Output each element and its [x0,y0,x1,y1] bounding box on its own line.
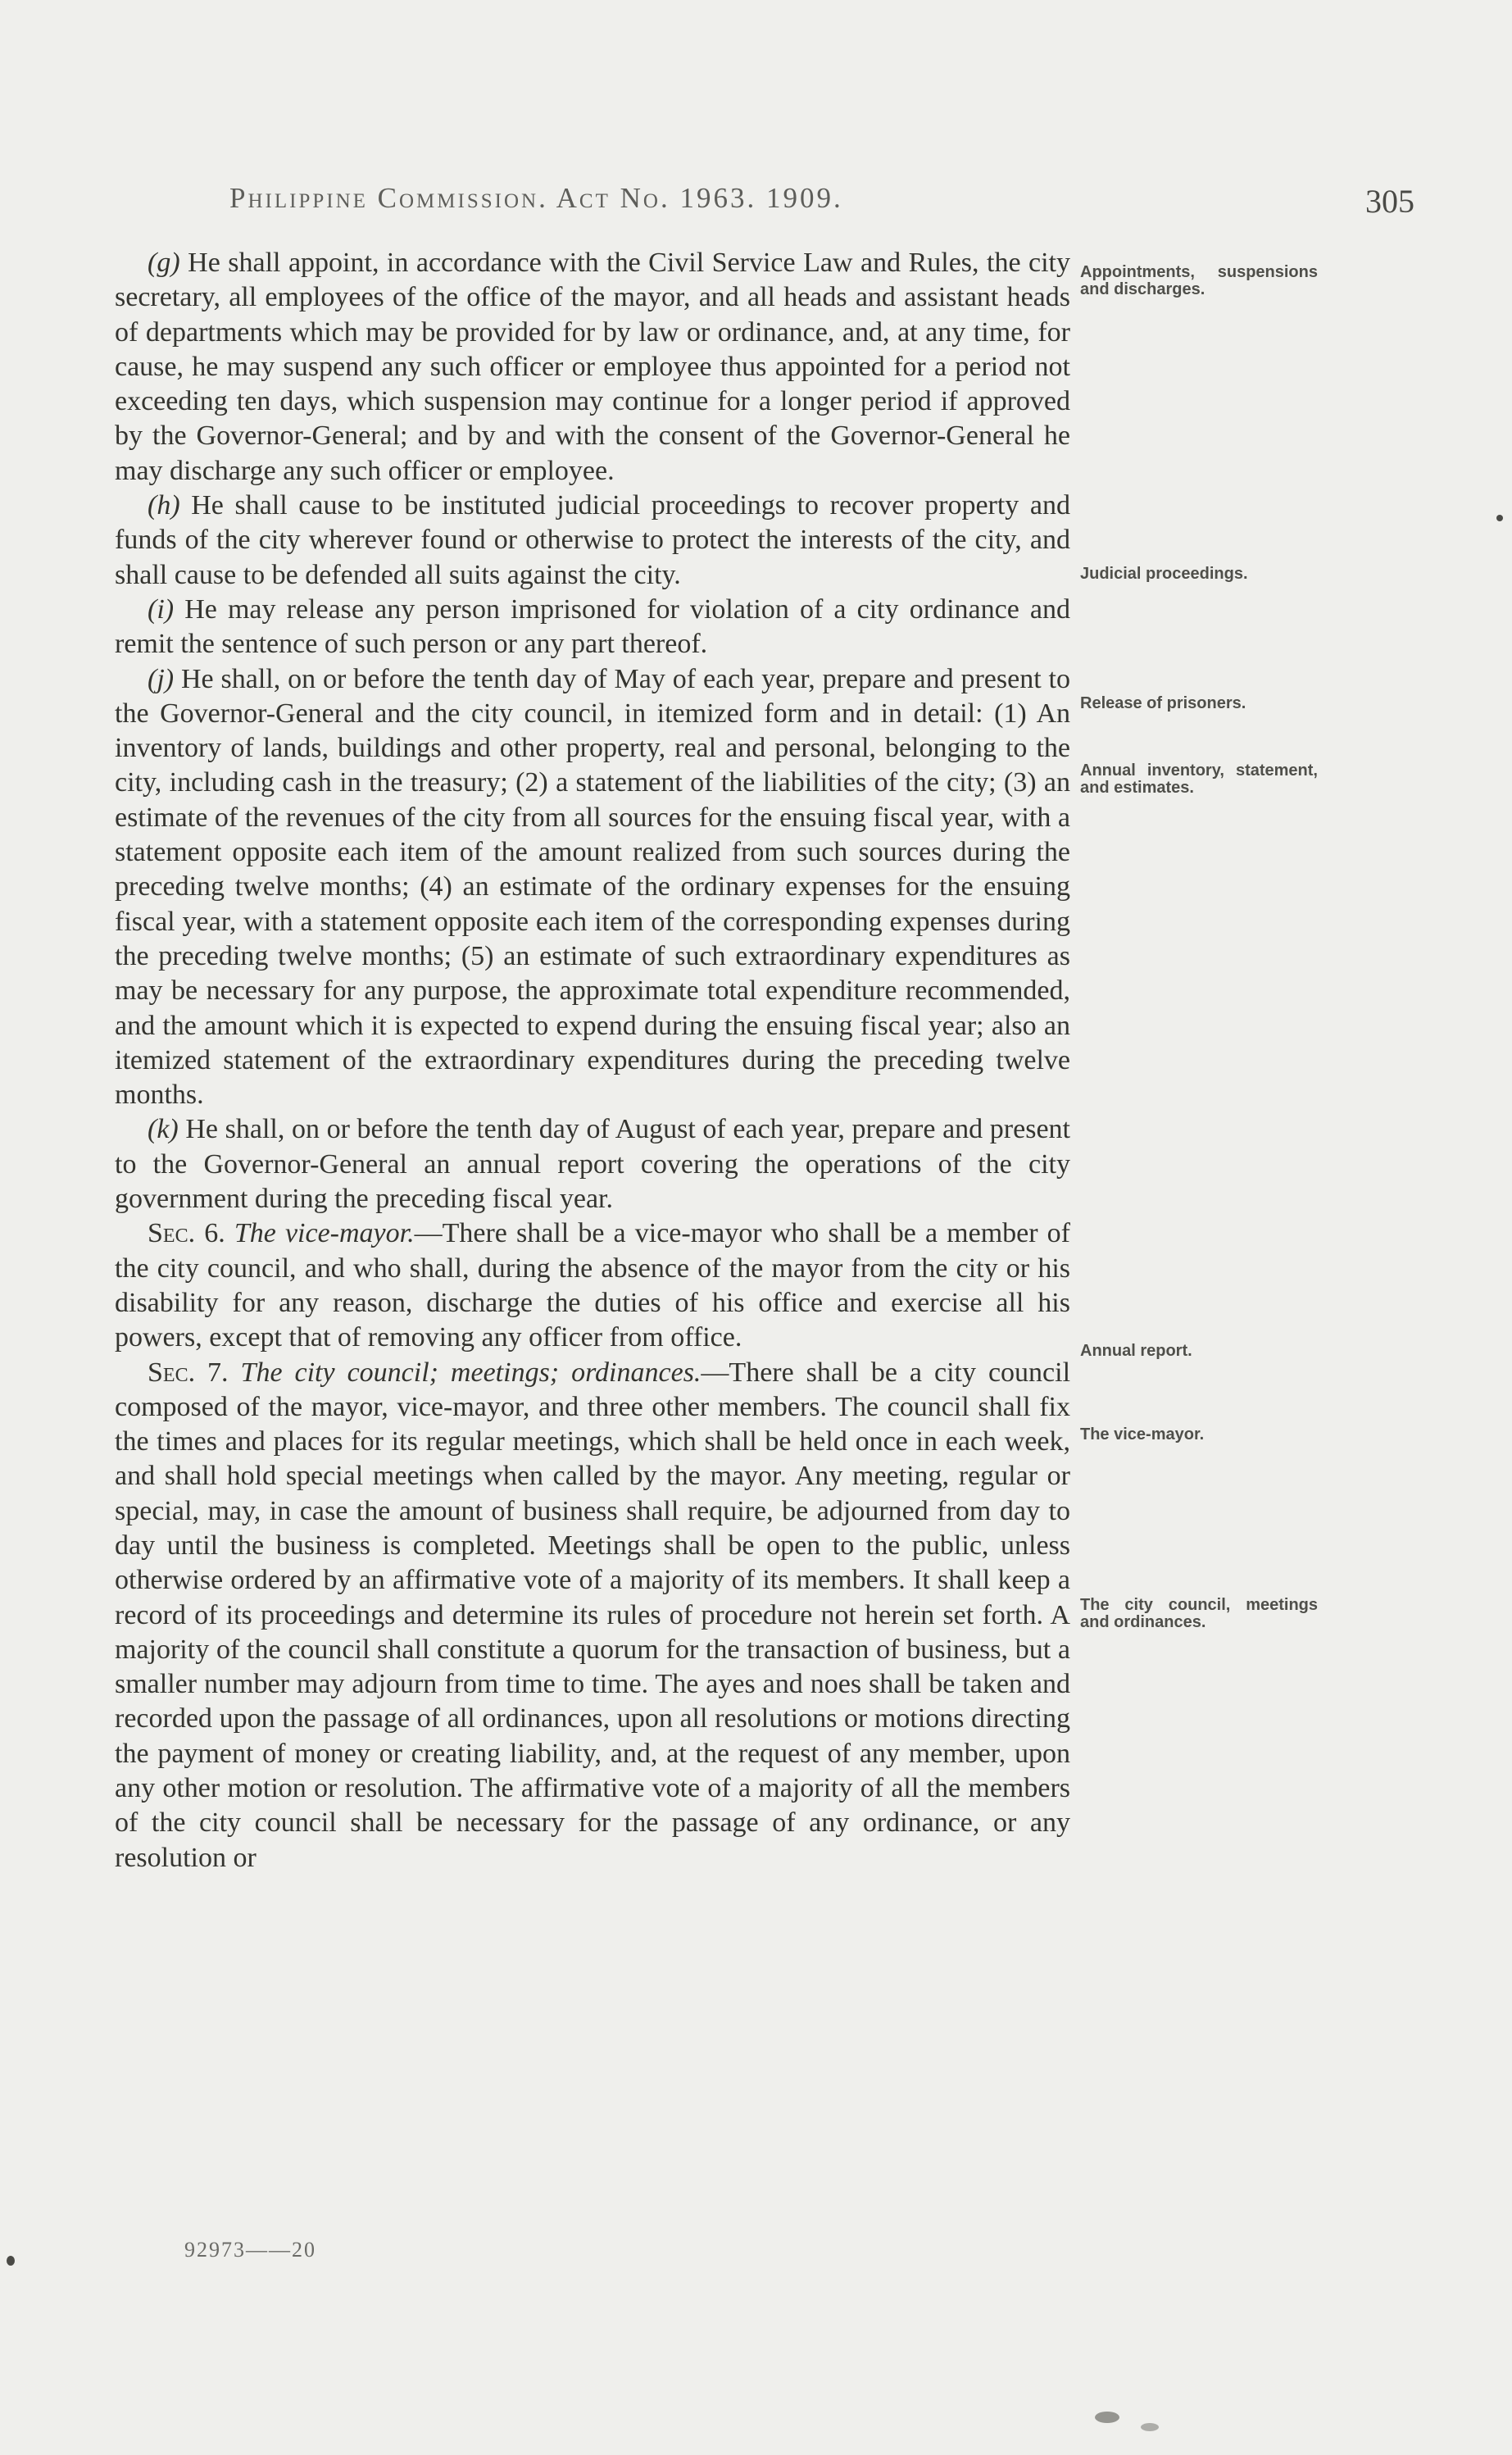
margin-note-city-council: The city council, meetings and ordinances. [1080,1596,1318,1631]
section-7 [115,1356,1070,1875]
margin-note-annual-report: Annual report. [1080,1342,1192,1360]
section-label: Sec. 7. [148,1357,229,1388]
paragraph-text: He shall cause to be instituted judicial proceedings to recover property and funds of the city wherever found or otherwise to protect the interests of the city, and shall cause to be defended all suits against the city. [115,490,1070,590]
page-number: 305 [1365,183,1414,220]
paragraph-text: He may release any person imprisoned for violation of a city ordinance and remit the sentence of such person or any part thereof. [115,593,1070,660]
margin-note-appointments: Appointments, suspensions and discharges. [1080,263,1318,298]
scan-speck [7,2256,15,2266]
margin-note-vice-mayor: The vice-mayor. [1080,1425,1205,1443]
paragraph-text: He shall, on or before the tenth day of May of each year, prepare and present to the Governor-General and the city council, in itemized form and in detail: (1) An inventory of lands, buildings and other property, real and personal, belonging to the city, including cash in the treasury; (2) a statement of the liabilities of the city; (3) an estimate of the revenues of the city from all sources for the ensuing fiscal year, with a statement opposite each item of the amount realized from such sources during the preceding twelve months; (4) an estimate of the ordinary expenses for the ensuing fiscal year, with a statement opposite each item of the corresponding expenses during the preceding twelve months; (5) an estimate of such extraordinary expenditures as may be necessary for any purpose, the approximate total expenditure recommended, and the amount which it is expected to expend during the ensuing fiscal year; also an itemized statement of the extraordinary expenditures during the preceding twelve months. [115,663,1070,1111]
section-text: —There shall be a city council composed of the mayor, vice-mayor, and three other members. The council shall fix the times and places for its regular meetings, which shall be held once in each week, and shall hold special meetings when called by the mayor. Any meeting, regular or special, may, in case the amount of business shall require, be adjourned from day to day until the business is completed. Meetings shall be open to the public, unless otherwise ordered by an affirmative vote of a majority of its members. It shall keep a record of its proceedings and determine its rules of procedure not herein set forth. A majority of the council shall constitute a quorum for the transaction of business, but a smaller number may adjourn from time to time. The ayes and noes shall be taken and recorded upon the passage of all ordinances, upon all resolutions or motions directing the payment of money or creating liability, and, at the request of any member, upon any other motion or resolution. The affirmative vote of a majority of all the members of the city council shall be necessary for the passage of any ordinance, or any resolution or [115,1357,1071,1873]
paragraph-label: (h) [148,490,180,521]
paragraph-k [115,1112,1070,1216]
paragraph-label: (g) [148,248,180,278]
paragraph-label: (j) [148,663,175,694]
paragraph-label: (k) [148,1114,179,1145]
paragraph-i [115,593,1070,662]
scan-speck [1095,2412,1119,2423]
paragraph-label: (i) [148,593,175,625]
margin-note-release-of-prisoners: Release of prisoners. [1080,694,1246,712]
body-text [115,246,1070,1875]
section-heading: The vice-mayor. [234,1218,415,1249]
section-text: —There shall be a vice-mayor who shall be a member of the city council, and who shall, during the absence of the mayor from the city or his disability for any reason, discharge the duties of his office and exercise all his powers, except that of removing any officer from office. [115,1218,1070,1353]
section-label: Sec. 6. [148,1218,225,1249]
section-6 [115,1216,1070,1355]
scan-speck [1141,2423,1159,2431]
scan-speck [1496,515,1503,521]
paragraph-text: He shall appoint, in accordance with the Civil Service Law and Rules, the city secretary, all employees of the office of the mayor, and all heads and assistant heads of departments which may be provided for by law or ordinance, and, at any time, for cause, he may suspend any such officer or employee thus appointed for a period not exceeding ten days, which suspension may continue for a longer period if approved by the Governor-General; and by and with the consent of the Governor-General he may discharge any such officer or employee. [115,248,1070,486]
paragraph-j [115,662,1070,1113]
section-heading: The city council; meetings; ordinances. [240,1357,702,1388]
paragraph-text: He shall, on or before the tenth day of August of each year, prepare and present to the Governor-General an annual report covering the operations of the city government during the preceding fiscal year. [115,1114,1070,1215]
signature-mark: 92973——20 [184,2238,316,2262]
paragraph-g [115,246,1070,489]
margin-note-judicial-proceedings: Judicial proceedings. [1080,565,1248,583]
margin-note-annual-inventory: Annual inventory, statement, and estimates. [1080,762,1318,797]
running-head: Philippine Commission. Act No. 1963. 1909. [229,182,843,214]
paragraph-h [115,489,1070,593]
